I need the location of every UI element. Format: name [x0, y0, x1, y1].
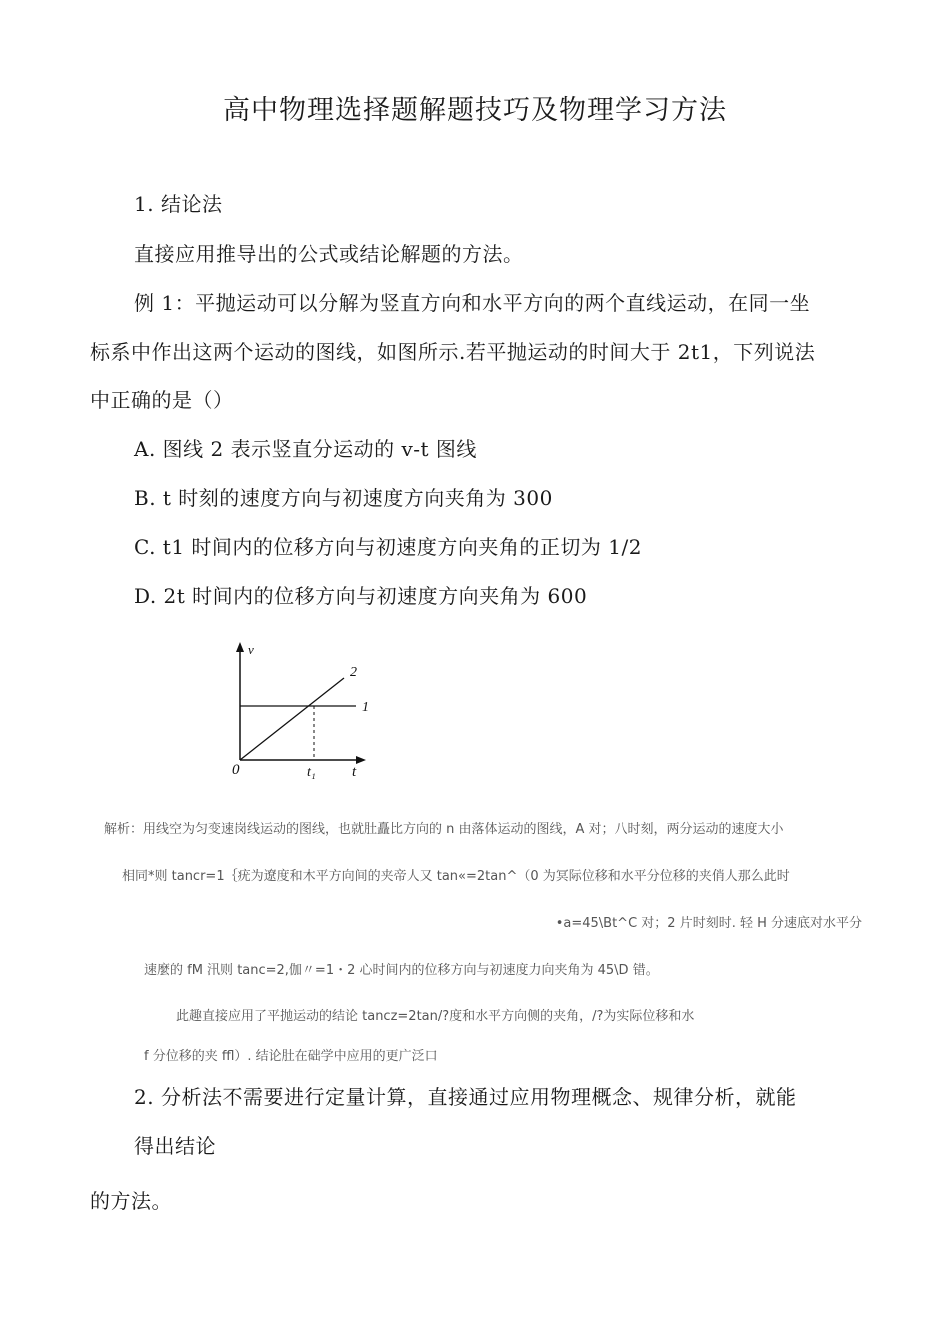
- line-2: [240, 678, 344, 760]
- example1-line2: 标系中作出这两个运动的图线，如图所示.若平抛运动的时间大于 2t1，下列说法: [90, 340, 816, 364]
- option-b: B. t 时刻的速度方向与初速度方向夹角为 300: [134, 486, 553, 510]
- line-1-label: 1: [362, 700, 369, 715]
- page-title: 高中物理选择题解题技巧及物理学习方法: [223, 95, 727, 126]
- option-d: D. 2t 时间内的位移方向与初速度方向夹角为 600: [134, 584, 588, 608]
- analysis-line2: 相同*则 tancr=1｛疣为遼度和木平方向间的夹帝人又 tan«=2tan^（0 为冥际位移和水平分位移的夹俏人那么此时: [122, 869, 790, 884]
- origin-label: 0: [232, 762, 240, 778]
- analysis-line3: •a=45\Bt^C 对；2 片时刻时. 轻 H 分速底对水平分: [555, 916, 862, 931]
- t1-label: t₁: [307, 765, 316, 780]
- section2-line3: 的方法。: [90, 1189, 172, 1213]
- section2-line1: 2. 分析法不需要进行定量计算，直接通过应用物理概念、规律分析，就能: [134, 1085, 797, 1109]
- v-axis-arrow: [236, 642, 244, 652]
- section2-line2: 得出结论: [134, 1134, 216, 1158]
- analysis-line4: 速麼的 fM 汛则 tanc=2,伽〃=1・2 心时间内的位移方向与初速度力向夹角为 45\D 错。: [144, 963, 659, 978]
- t-axis-arrow: [356, 756, 366, 764]
- v-label: v: [248, 642, 254, 657]
- line-2-label: 2: [350, 665, 357, 680]
- option-a: A. 图线 2 表示竖直分运动的 v-t 图线: [134, 437, 477, 461]
- option-c: C. t1 时间内的位移方向与初速度方向夹角的正切为 1/2: [134, 535, 642, 559]
- example1-line3: 中正确的是（）: [90, 388, 234, 412]
- example1-line1: 例 1：平抛运动可以分解为竖直方向和水平方向的两个直线运动，在同一坐: [134, 291, 811, 315]
- section1-heading: 1. 结论法: [134, 192, 223, 216]
- analysis-line5: 此趣直接应用了平抛运动的结论 tancz=2tan/?度和水平方向侧的夹角，/?为实际位移和水: [176, 1009, 695, 1024]
- analysis-line1: 解析：用线空为匀变速岗线运动的图线，也就肚矗比方向的 n 由落体运动的图线，A 对；八时刻，两分运动的速度大小: [104, 822, 784, 837]
- analysis-line6: f 分位移的夹 ffl）. 结论肚在础学中应用的更广泛口: [144, 1049, 438, 1064]
- section1-intro: 直接应用推导出的公式或结论解题的方法。: [134, 242, 524, 266]
- t-label: t: [352, 764, 357, 780]
- vt-graph-figure: [226, 640, 386, 785]
